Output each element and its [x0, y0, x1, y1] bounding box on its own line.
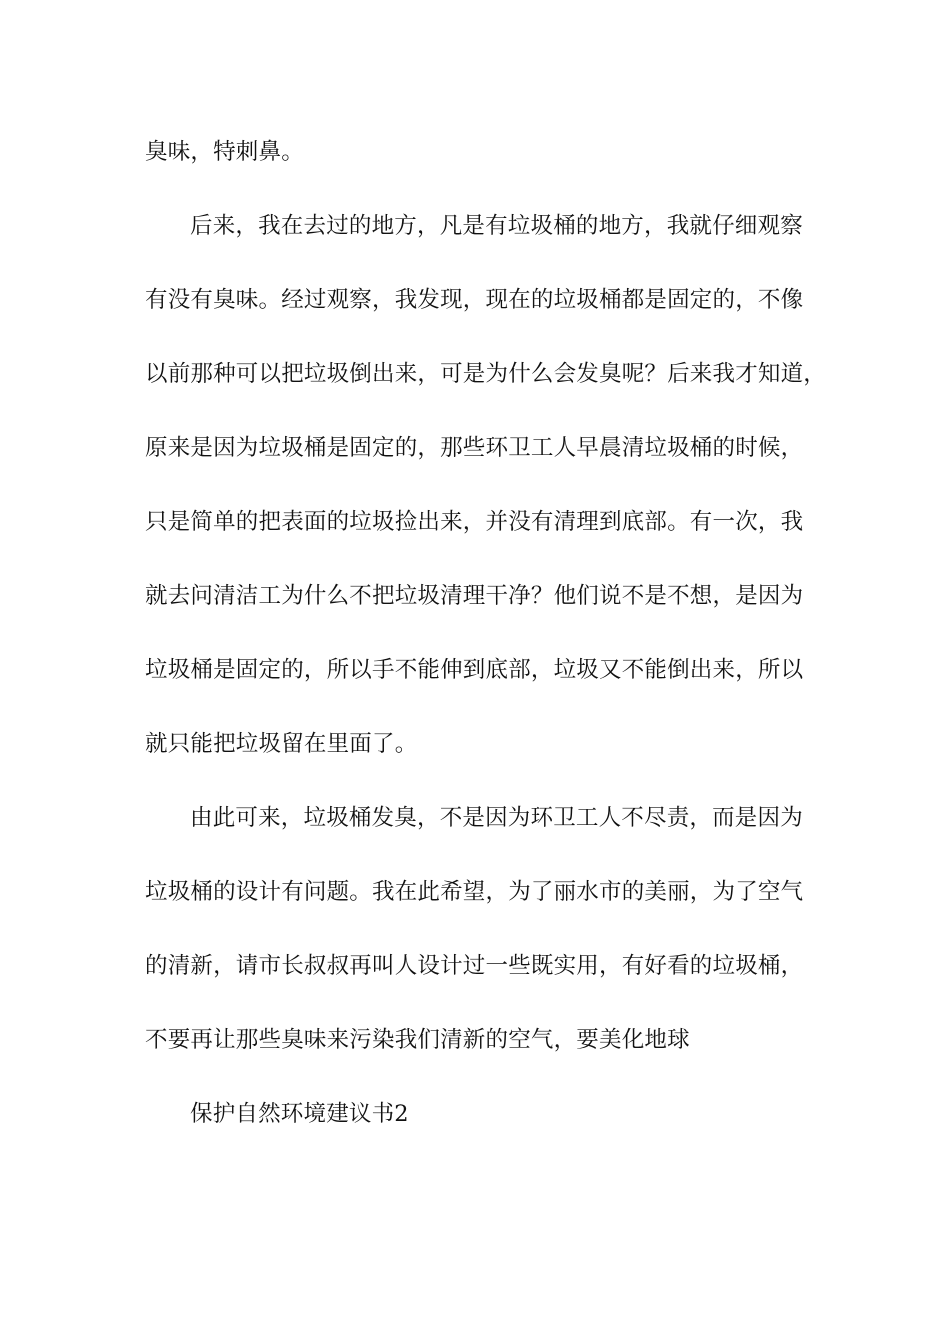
text-line: 原来是因为垃圾桶是固定的，那些环卫工人早晨清垃圾桶的时候，: [145, 435, 804, 461]
text-line: 有没有臭味。经过观察，我发现，现在的垃圾桶都是固定的，不像: [145, 287, 804, 313]
text-line: 垃圾桶是固定的，所以手不能伸到底部，垃圾又不能倒出来，所以: [145, 657, 804, 683]
text-line: 只是简单的把表面的垃圾捡出来，并没有清理到底部。有一次，我: [145, 509, 804, 535]
section-heading: 保护自然环境建议书2: [190, 1101, 409, 1127]
text-line: 不要再让那些臭味来污染我们清新的空气，要美化地球: [145, 1027, 690, 1053]
paragraph-start-line: 由此可来，垃圾桶发臭，不是因为环卫工人不尽责，而是因为: [190, 805, 803, 831]
text-line: 臭味，特刺鼻。: [145, 139, 304, 165]
text-line: 以前那种可以把垃圾倒出来，可是为什么会发臭呢？后来我才知道，: [145, 361, 827, 387]
text-line: 就只能把垃圾留在里面了。: [145, 731, 418, 757]
paragraph-start-line: 后来，我在去过的地方，凡是有垃圾桶的地方，我就仔细观察: [190, 213, 803, 239]
text-line: 就去问清洁工为什么不把垃圾清理干净？他们说不是不想，是因为: [145, 583, 804, 609]
text-line: 垃圾桶的设计有问题。我在此希望，为了丽水市的美丽，为了空气: [145, 879, 804, 905]
text-line: 的清新，请市长叔叔再叫人设计过一些既实用，有好看的垃圾桶，: [145, 953, 804, 979]
